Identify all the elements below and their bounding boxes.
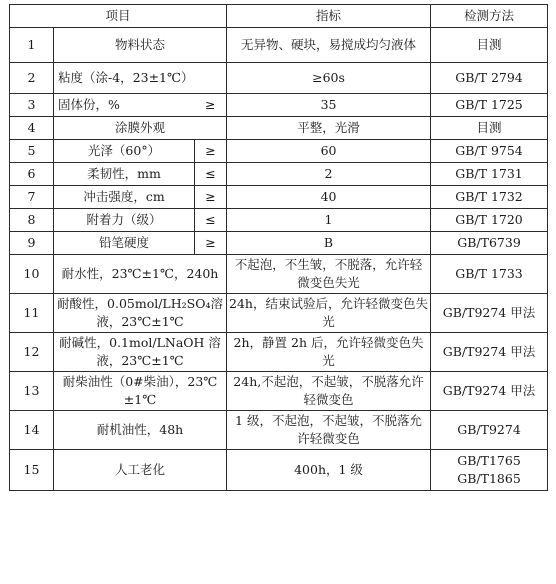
test-method: GB/T 1725 [431,94,548,117]
property-name: 光泽（60°） [54,140,195,163]
test-method: 目测 [431,117,548,140]
header-method: 检测方法 [431,5,548,28]
comparison-symbol: ≤ [195,209,227,232]
test-method: GB/T 2794 [431,63,548,94]
header-spec: 指标 [227,5,431,28]
test-method: GB/T6739 [431,232,548,255]
comparison-symbol: ≥ [195,140,227,163]
comparison-symbol: ≤ [195,163,227,186]
table-row [10,63,548,94]
property-name: 人工老化 [54,450,227,491]
table-row [10,140,548,163]
table-row [10,450,548,491]
test-method: GB/T 1731 [431,163,548,186]
property-name: 附着力（级） [54,209,195,232]
spec-value: 1 级，不起泡，不起皱，不脱落允许轻微变色 [227,411,431,450]
test-method: GB/T 1720 [431,209,548,232]
property-name: 物料状态 [54,28,227,63]
header-item: 项目 [10,5,227,28]
row-number: 15 [10,450,54,491]
test-method-line: GB/T1765 [457,453,521,468]
property-name: 固体份，% [54,94,195,117]
table-row [10,294,548,333]
spec-value: 无异物、硬块，易搅成均匀液体 [227,28,431,63]
spec-value: 平整，光滑 [227,117,431,140]
row-number: 13 [10,372,54,411]
table-row [10,372,548,411]
spec-value: 35 [227,94,431,117]
test-method: 目测 [431,28,548,63]
property-name: 涂膜外观 [54,117,227,140]
row-number: 5 [10,140,54,163]
property-name: 耐机油性，48h [54,411,227,450]
spec-value: ≥60s [227,63,431,94]
row-number: 8 [10,209,54,232]
test-method: GB/T9274 甲法 [431,294,548,333]
comparison-symbol: ≥ [195,94,227,117]
spec-table [9,4,548,491]
table-row [10,163,548,186]
test-method: GB/T 9754 [431,140,548,163]
spec-value: 400h，1 级 [227,450,431,491]
row-number: 6 [10,163,54,186]
row-number: 3 [10,94,54,117]
test-method: GB/T 1732 [431,186,548,209]
property-name: 耐酸性，0.05mol/LH₂SO₄溶液，23℃±1℃ [54,294,227,333]
row-number: 10 [10,255,54,294]
table-row [10,255,548,294]
test-method: GB/T9274 甲法 [431,333,548,372]
property-name: 耐水性，23℃±1℃，240h [54,255,227,294]
spec-value: 40 [227,186,431,209]
test-method: GB/T 1733 [431,255,548,294]
test-method: GB/T9274 [431,411,548,450]
spec-value: 不起泡，不生皱，不脱落，允许轻微变色失光 [227,255,431,294]
comparison-symbol: ≥ [195,186,227,209]
table-row [10,28,548,63]
table-row [10,94,548,117]
spec-value: 1 [227,209,431,232]
property-name: 铅笔硬度 [54,232,195,255]
row-number: 7 [10,186,54,209]
row-number: 2 [10,63,54,94]
property-name: 耐碱性，0.1mol/LNaOH 溶液，23℃±1℃ [54,333,227,372]
test-method: GB/T9274 甲法 [431,372,548,411]
row-number: 14 [10,411,54,450]
row-number: 4 [10,117,54,140]
row-number: 11 [10,294,54,333]
table-row [10,333,548,372]
spec-value: 2h，静置 2h 后，允许轻微变色失光 [227,333,431,372]
test-method [431,450,548,491]
property-name: 粘度（涂-4，23±1℃） [54,63,227,94]
property-name: 耐柴油性（0#柴油），23℃±1℃ [54,372,227,411]
property-name: 冲击强度，cm [54,186,195,209]
table-row [10,186,548,209]
property-name: 柔韧性，mm [54,163,195,186]
row-number: 9 [10,232,54,255]
test-method-line: GB/T1865 [457,471,521,486]
table-row [10,411,548,450]
spec-value: 60 [227,140,431,163]
spec-value: B [227,232,431,255]
table-row [10,209,548,232]
row-number: 12 [10,333,54,372]
row-number: 1 [10,28,54,63]
table-row [10,117,548,140]
spec-value: 2 [227,163,431,186]
spec-value: 24h,不起泡，不起皱，不脱落允许轻微变色 [227,372,431,411]
comparison-symbol: ≥ [195,232,227,255]
table-row [10,232,548,255]
spec-value: 24h，结束试验后，允许轻微变色失光 [227,294,431,333]
